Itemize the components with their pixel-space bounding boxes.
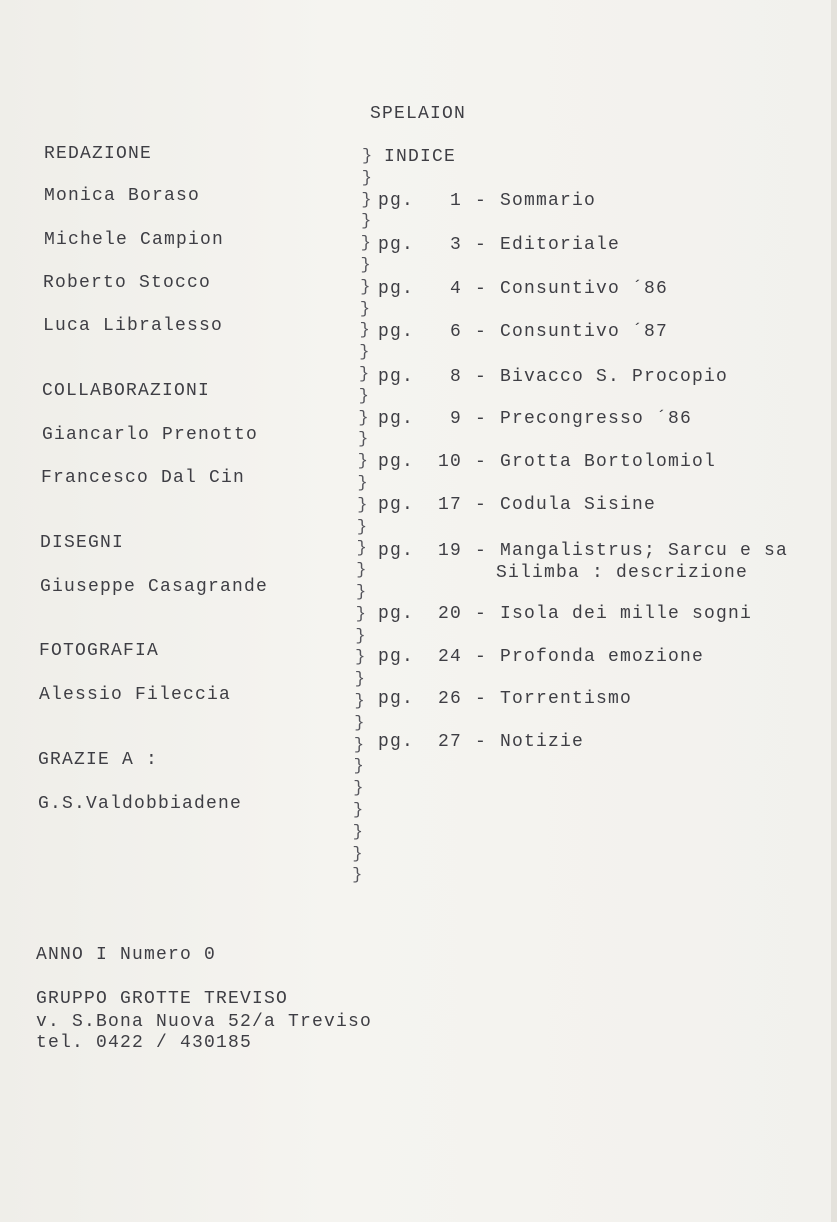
entry-title-continuation: Silimba : descrizione (496, 563, 749, 583)
group-name: GRUPPO GROTTE TREVISO (36, 989, 289, 1009)
toc-entry (378, 409, 692, 430)
page-prefix: pg. (378, 409, 415, 429)
page-prefix: pg. (378, 647, 415, 667)
credit-name: Francesco Dal Cin (41, 468, 246, 488)
brace-glyph: } (353, 801, 364, 820)
entry-title: Notizie (500, 732, 585, 752)
credit-name: G.S.Valdobbiadene (38, 794, 243, 814)
page-prefix: pg. (378, 541, 415, 561)
brace-glyph: } (353, 735, 365, 755)
brace-glyph: } (356, 583, 367, 602)
toc-entry (378, 647, 704, 668)
page-prefix: pg. (378, 732, 415, 752)
page-number: 9 (449, 409, 462, 429)
brace-glyph: } (356, 539, 367, 559)
page-number: 20 (437, 604, 462, 624)
brace-glyph: } (359, 343, 370, 363)
page-prefix: pg. (378, 367, 415, 387)
credit-name: Monica Boraso (44, 186, 201, 206)
brace-glyph: } (353, 757, 364, 777)
entry-title: Mangalistrus; Sarcu e sa (500, 541, 789, 561)
page-number: 27 (437, 732, 462, 752)
page-prefix: pg. (378, 235, 415, 255)
brace-glyph: } (356, 517, 368, 537)
page-number: 19 (437, 541, 462, 561)
toc-entry (378, 604, 752, 625)
credit-name: Alessio Fileccia (39, 685, 232, 705)
brace-glyph: } (361, 190, 372, 210)
page-number: 3 (449, 235, 462, 255)
toc-entry (378, 495, 656, 516)
toc-entry (378, 367, 728, 388)
dash: - (474, 452, 487, 472)
brace-glyph: } (357, 452, 368, 472)
entry-title: Consuntivo ´87 (500, 322, 669, 342)
page-number: 24 (437, 647, 462, 667)
brace-glyph: } (355, 648, 366, 668)
section-heading-redazione: REDAZIONE (44, 144, 153, 164)
brace-glyph: } (359, 365, 370, 384)
brace-glyph: } (359, 299, 371, 319)
credit-name: Luca Libralesso (43, 316, 224, 336)
page-number: 6 (449, 322, 462, 342)
brace-glyph: } (353, 779, 364, 799)
brace-glyph: } (356, 561, 367, 581)
dash: - (474, 541, 487, 561)
page-prefix: pg. (378, 604, 415, 624)
entry-title: Codula Sisine (500, 495, 657, 515)
dash: - (474, 689, 487, 709)
toc-entry (378, 541, 788, 562)
page-number: 8 (449, 367, 462, 387)
dash: - (474, 279, 487, 299)
group-address: v. S.Bona Nuova 52/a Treviso (36, 1012, 373, 1032)
toc-entry (378, 191, 596, 212)
section-heading-collaborazioni: COLLABORAZIONI (42, 381, 211, 401)
brace-glyph: } (355, 626, 366, 646)
credit-name: Giuseppe Casagrande (40, 577, 269, 597)
credit-name: Michele Campion (44, 230, 225, 250)
toc-entry (378, 732, 584, 753)
page-number: 10 (437, 452, 462, 472)
entry-title: Bivacco S. Procopio (500, 367, 729, 387)
brace-glyph: } (352, 822, 363, 842)
section-heading-disegni: DISEGNI (40, 533, 125, 553)
brace-glyph: } (354, 692, 365, 711)
page-prefix: pg. (378, 689, 415, 709)
brace-glyph: } (362, 147, 373, 166)
brace-glyph: } (355, 604, 366, 624)
issue-label: ANNO I Numero 0 (36, 945, 217, 965)
page-edge (831, 0, 837, 1222)
brace-glyph: } (360, 277, 371, 297)
toc-entry (378, 689, 632, 710)
brace-glyph: } (361, 212, 372, 232)
brace-glyph: } (359, 321, 370, 341)
dash: - (474, 235, 487, 255)
brace-glyph: } (358, 430, 369, 450)
brace-glyph: } (352, 866, 363, 886)
page-number: 4 (449, 279, 462, 299)
entry-title: Precongresso ´86 (500, 409, 693, 429)
toc-entry (378, 452, 716, 473)
brace-glyph: } (360, 256, 371, 275)
brace-glyph: } (358, 408, 369, 428)
brace-glyph: } (361, 168, 372, 188)
dash: - (474, 604, 487, 624)
dash: - (474, 495, 487, 515)
credit-name: Giancarlo Prenotto (42, 425, 259, 445)
page-prefix: pg. (378, 191, 415, 211)
page-number: 17 (437, 495, 462, 515)
section-heading-grazie: GRAZIE A : (38, 750, 159, 770)
toc-entry (378, 322, 668, 343)
group-phone: tel. 0422 / 430185 (36, 1033, 253, 1053)
entry-title: Isola dei mille sogni (500, 604, 753, 624)
dash: - (474, 647, 487, 667)
credit-name: Roberto Stocco (43, 273, 212, 293)
dash: - (474, 409, 487, 429)
publication-title: SPELAION (370, 104, 467, 124)
dash: - (474, 191, 487, 211)
toc-entry (378, 279, 668, 300)
page-prefix: pg. (378, 322, 415, 342)
section-heading-fotografia: FOTOGRAFIA (39, 641, 160, 661)
entry-title: Grotta Bortolomiol (500, 452, 717, 472)
brace-glyph: } (358, 386, 369, 406)
page-prefix: pg. (378, 279, 415, 299)
entry-title: Profonda emozione (500, 647, 705, 667)
toc-entry (378, 235, 620, 256)
entry-title: Sommario (500, 191, 597, 211)
brace-glyph: } (352, 844, 363, 864)
dash: - (474, 367, 487, 387)
entry-title: Torrentismo (500, 689, 633, 709)
dash: - (474, 732, 487, 752)
entry-title: Editoriale (500, 235, 621, 255)
dash: - (474, 322, 487, 342)
brace-glyph: } (354, 670, 365, 690)
page-number: 26 (437, 689, 462, 709)
page-prefix: pg. (378, 452, 415, 472)
brace-glyph: } (354, 713, 365, 733)
page-number: 1 (449, 191, 462, 211)
entry-title: Consuntivo ´86 (500, 279, 669, 299)
brace-glyph: } (357, 474, 368, 493)
brace-glyph: } (357, 495, 368, 515)
brace-glyph: } (360, 234, 371, 254)
index-heading: INDICE (384, 147, 457, 167)
page-prefix: pg. (378, 495, 415, 515)
